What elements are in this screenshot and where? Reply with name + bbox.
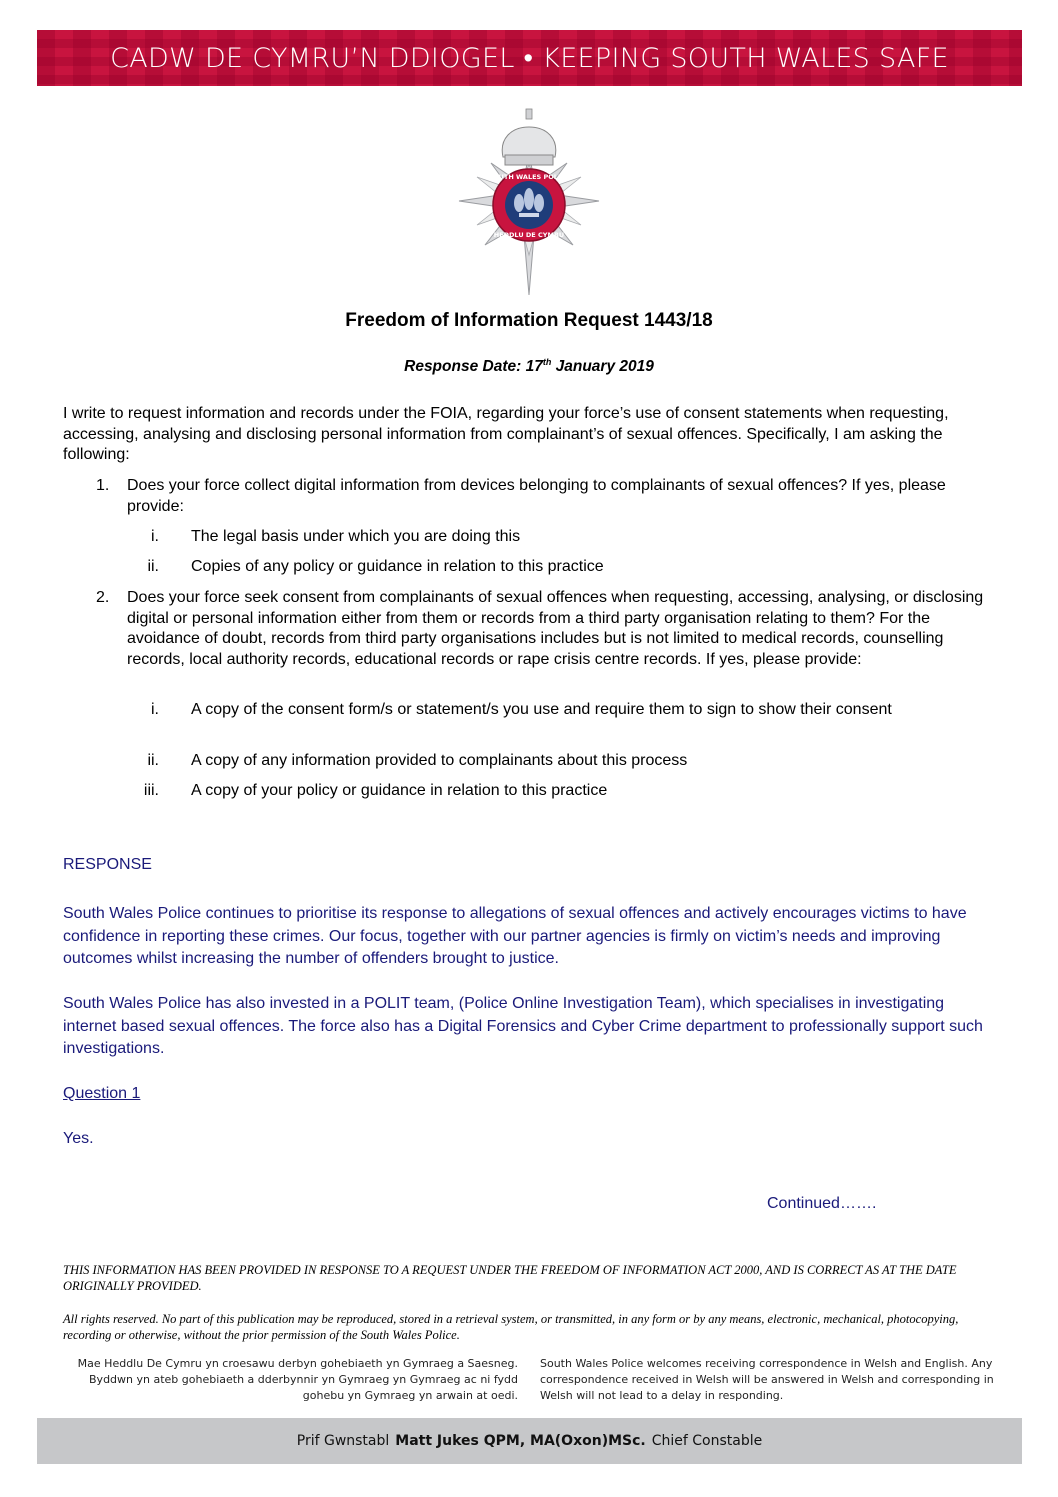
welsh-language-statement: Mae Heddlu De Cymru yn croesawu derbyn gohebiaeth yn Gymraeg a Saesneg. Byddwn yn ateb gohebiaeth a dderbynnir yn Gymraeg yn Gymraeg ac ni fydd gohebu yn Gymraeg yn arwain at oedi. [77,1357,518,1402]
copyright-notice: All rights reserved. No part of this publication may be reproduced, stored in a retrieval system, or transmitted, in any form or by any means, electronic, mechanical, photocopying, recording or otherwise, without the prior permission of the South Wales Police. [63,1312,959,1342]
response-date-label: Response Date: 17 [404,358,543,376]
sub-question-number: iii. [143,782,159,799]
chief-english-title: Chief Constable [651,1433,763,1449]
police-crest-logo [449,105,609,300]
sub-question-item [63,781,993,802]
crest-top-text: SOUTH WALES POLICE [488,173,570,181]
header-banner [37,30,1022,86]
response-paragraph: South Wales Police has also invested in a POLIT team, (Police Online Investigation Team), which specialises in investigating internet based sexual offences. The force also has a Digital Forensics and Cyber Crime department to professionally support such investigations. [63,995,983,1057]
sub-question-number: ii. [147,752,159,769]
document-title: Freedom of Information Request 1443/18 [345,310,713,331]
sub-question-number: i. [151,701,159,718]
sub-question-item [63,751,993,772]
question-1-link[interactable]: Question 1 [63,1085,141,1102]
english-language-statement: South Wales Police welcomes receiving correspondence in Welsh and English. Any correspondence received in Welsh will be answered in Welsh and corresponding in Welsh will not lead to a delay in responding. [540,1357,994,1402]
sub-question-number: i. [151,528,159,545]
request-intro: I write to request information and records under the FOIA, regarding your force’s use of consent statements when requesting, accessing, analysing and disclosing personal information from complainant’s of sexual offences. Specifically, I am asking the following: [63,405,949,463]
continued-note: Continued……. [767,1195,877,1212]
question-text: Does your force collect digital information from devices belonging to complainants of sexual offences? If yes, please provide: [127,477,946,515]
sub-question-number: ii. [147,558,159,575]
foi-disclaimer: THIS INFORMATION HAS BEEN PROVIDED IN RESPONSE TO A REQUEST UNDER THE FREEDOM OF INFORMATION ACT 2000, AND IS CORRECT AS AT THE DATE ORIGINALLY PROVIDED. [63,1263,957,1293]
response-date [0,357,1058,376]
question-number: 1. [96,477,110,494]
banner-slogan: CADW DE CYMRU’N DDIOGEL • KEEPING SOUTH WALES SAFE [110,42,949,74]
chief-welsh-title: Prif Gwnstabl [296,1433,390,1449]
sub-question-text: Copies of any policy or guidance in relation to this practice [191,558,604,575]
response-date-rest: January 2019 [551,358,654,376]
sub-question-text: A copy of your policy or guidance in relation to this practice [191,782,608,799]
chief-constable-name: Matt Jukes QPM, MA(Oxon)MSc. [395,1433,646,1449]
crest-bottom-text: HEDDLU DE CYMRU [493,231,565,239]
question-1-answer: Yes. [63,1130,94,1147]
response-date-ordinal: th [542,357,552,367]
crown-icon [502,109,556,165]
response-paragraph: South Wales Police continues to prioritise its response to allegations of sexual offences and actively encourages victims to have confidence in reporting these crimes. Our focus, together with our partner agencies is firmly on victim’s needs and improving outcomes whilst increasing the number of offenders brought to justice. [63,905,967,967]
question-text: Does your force seek consent from complainants of sexual offences when requesting, accessing, analysing, or disclosing digital or personal information either from them or records from a third party organisation relating to them? For the avoidance of doubt, records from third party organisations includes but is not limited to medical records, counselling records, local authority records, educational records or rape crisis centre records. If yes, please provide: [127,589,984,668]
question-item [63,476,993,517]
sub-question-item [63,527,993,548]
chief-constable-bar [37,1418,1022,1464]
sub-question-text: A copy of the consent form/s or statement/s you use and require them to sign to show their consent [191,701,892,718]
sub-question-item [63,700,993,721]
sub-question-text: A copy of any information provided to complainants about this process [191,752,688,769]
question-item [63,588,993,670]
sub-question-item [63,557,993,578]
question-number: 2. [96,589,110,606]
sub-question-text: The legal basis under which you are doing this [191,528,521,545]
response-heading: RESPONSE [63,856,152,873]
